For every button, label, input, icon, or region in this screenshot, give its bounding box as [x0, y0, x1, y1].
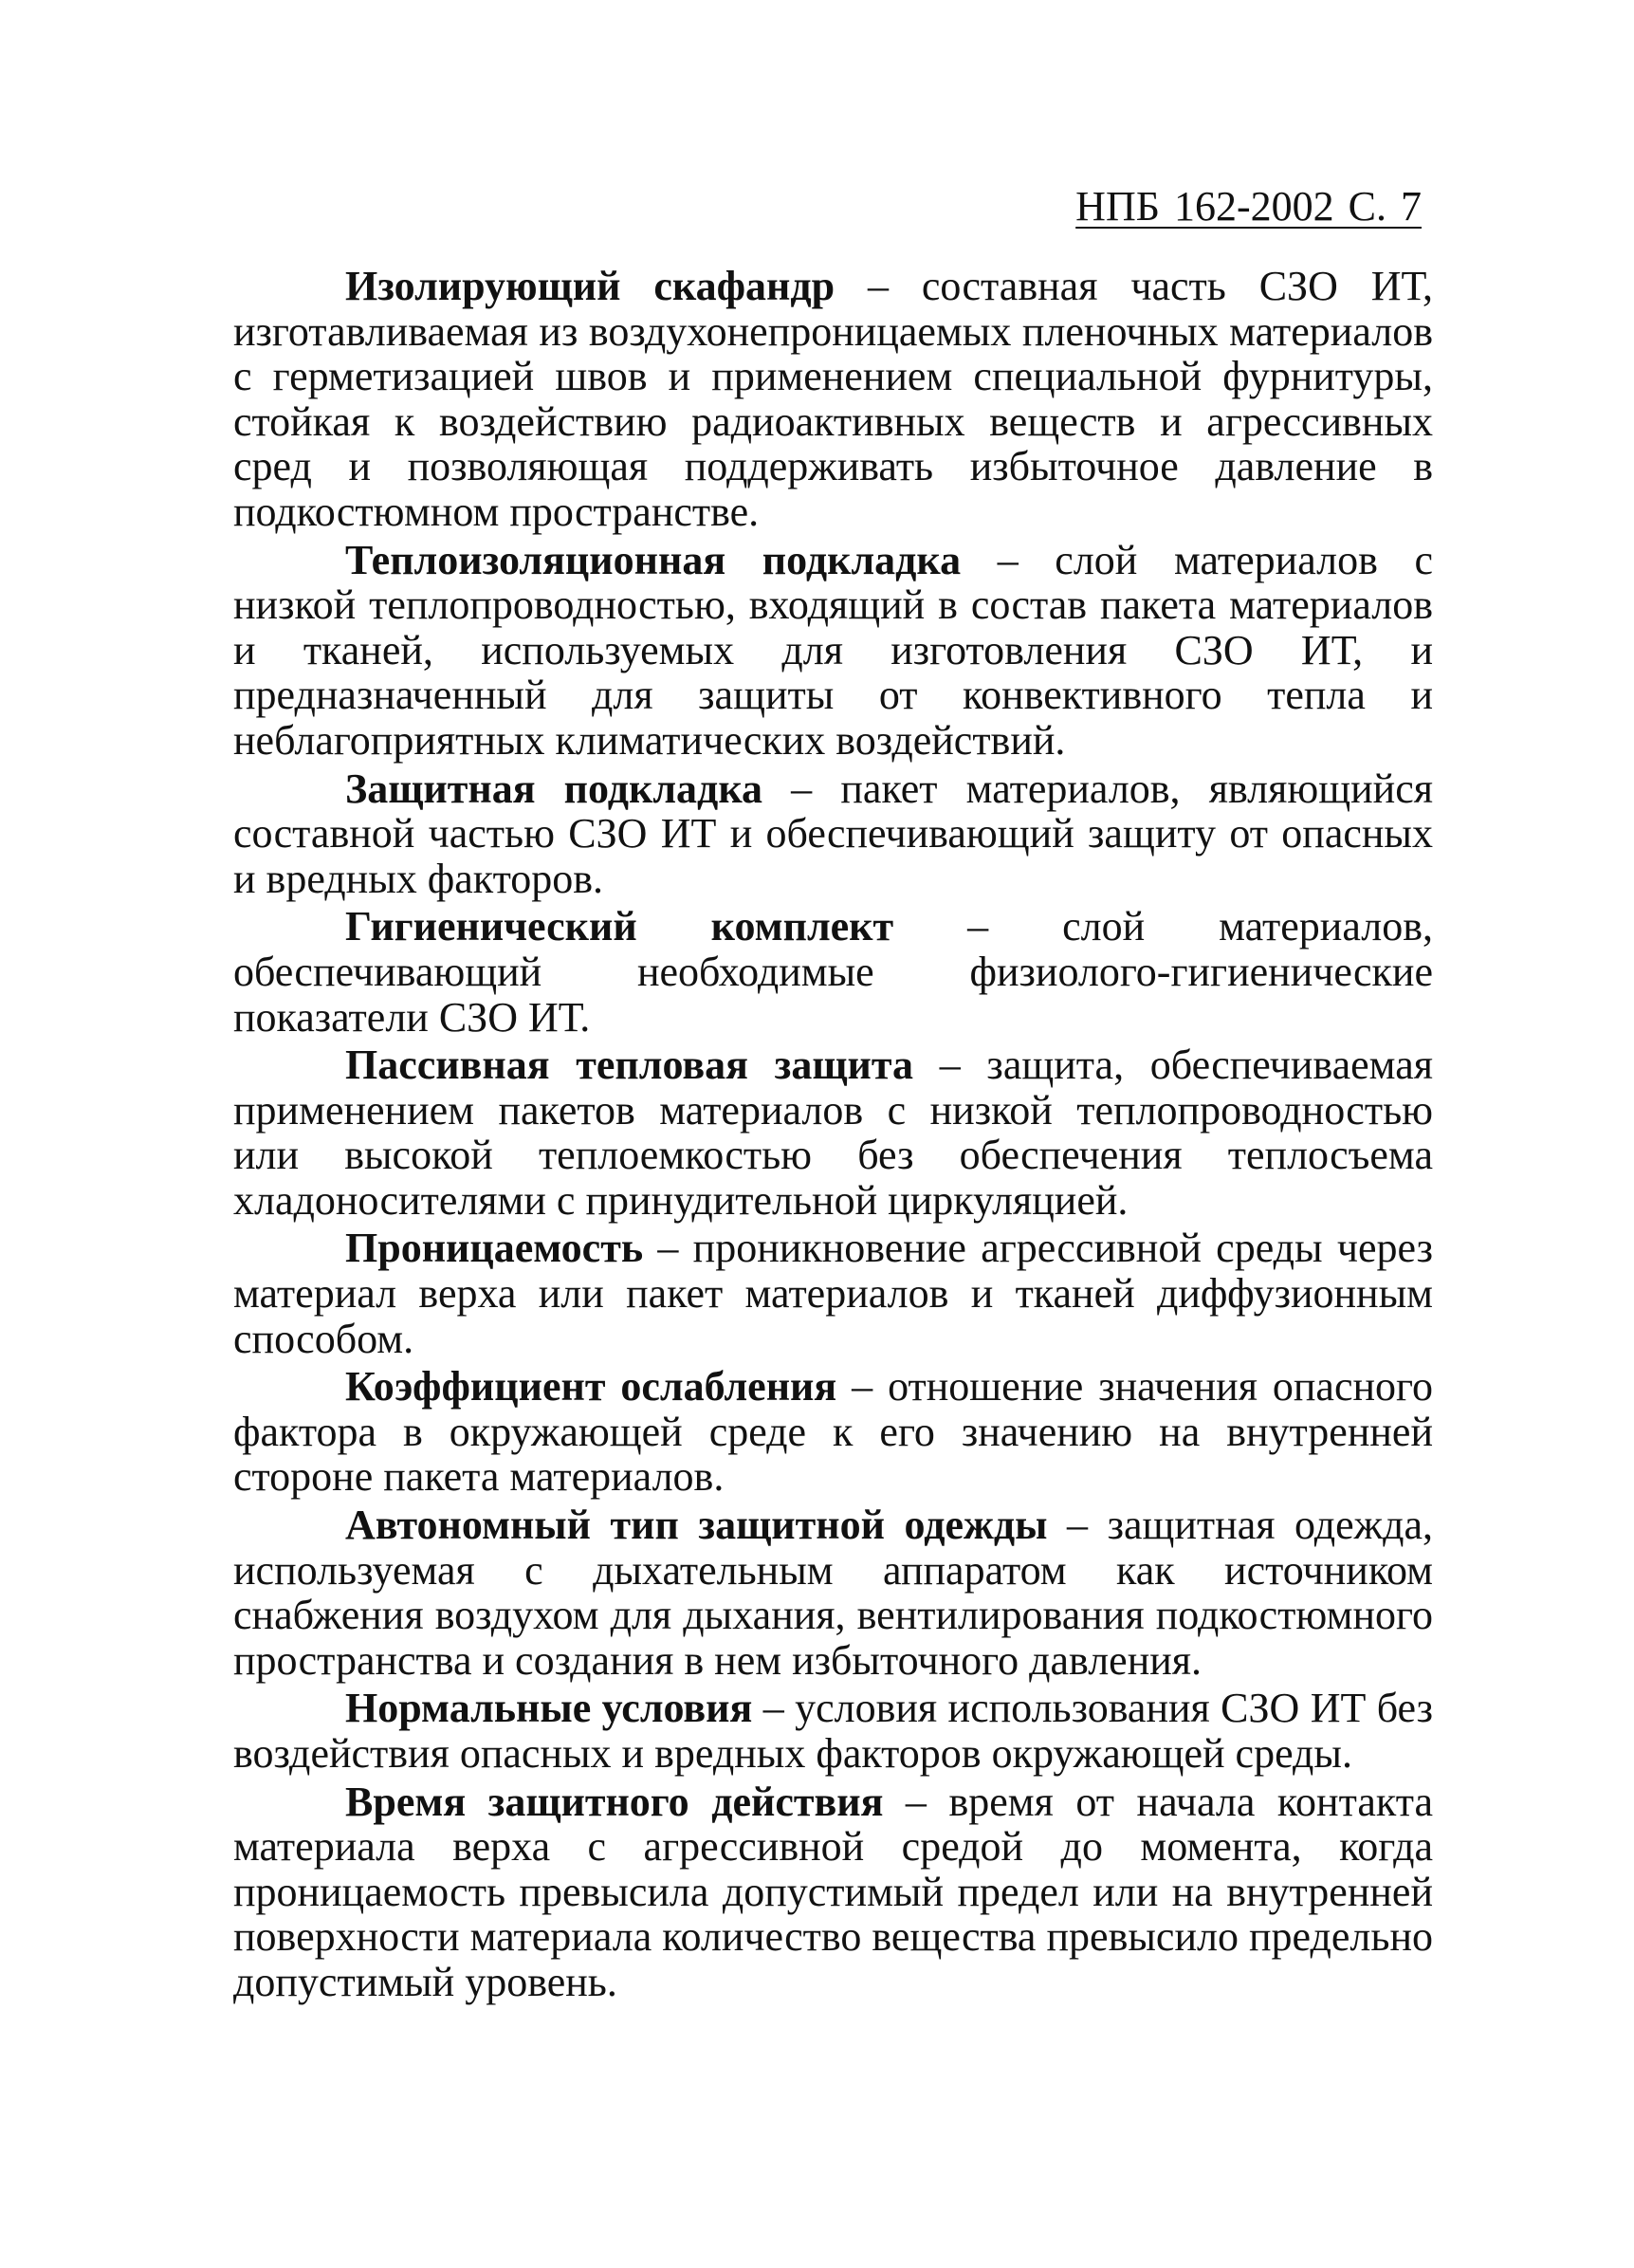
definition-term: Теплоизоляционная подкладка	[345, 536, 962, 583]
definition-term: Защитная подкладка	[345, 765, 762, 812]
definition-text: – проникновение агрессивной среды через материал верха или пакет материалов и тканей диффузионным способом.	[233, 1225, 1433, 1362]
definition-text: – слой материалов с низкой теплопроводностью, входящий в состав пакета материалов и тканей, используемых для изготовления СЗО ИТ, и предназначенный для защиты от конвективного тепла и неблагоприятных климатических воздействий.	[233, 536, 1433, 764]
definition-term: Изолирующий скафандр	[345, 263, 835, 309]
definition-text: – защитная одежда, используемая с дыхательным аппаратом как источником снабжения воздухом для дыхания, вентилирования подкостюмного пространства и создания в нем избыточного давления.	[233, 1502, 1433, 1684]
definition-term: Автономный тип защитной одежды	[345, 1502, 1048, 1549]
definition-paragraph	[233, 1042, 1433, 1223]
definitions-list	[233, 264, 1433, 2008]
definition-term: Гигиенический комплект	[345, 903, 894, 950]
definition-text: – отношение значения опасного фактора в окружающей среде к его значению на внутренней стороне пакета материалов.	[233, 1363, 1433, 1501]
definition-term: Коэффициент ослабления	[345, 1363, 837, 1411]
definition-paragraph	[233, 1779, 1433, 2005]
definition-paragraph	[233, 1226, 1433, 1361]
definition-term: Пассивная тепловая защита	[345, 1042, 913, 1089]
definition-text: – пакет материалов, являющийся составной частью СЗО ИТ и обеспечивающий защиту от опасных и вредных факторов.	[233, 765, 1433, 902]
definition-term: Нормальные условия	[345, 1685, 753, 1732]
definition-paragraph	[233, 766, 1433, 902]
definition-paragraph	[233, 538, 1433, 764]
definition-text: – время от начала контакта материала верха с агрессивной средой до момента, когда проницаемость превысила допустимый предел или на внутренней поверхности материала количество вещества превысило предельно допустимый уровень.	[233, 1778, 1433, 2005]
definition-text: – составная часть СЗО ИТ, изготавливаемая из воздухонепроницаемых пленочных материалов с герметизацией швов и применением специальной фурнитуры, стойкая к воздействию радиоактивных веществ и агрессивных сред и позволяющая поддерживать избыточное давление в подкостюмном пространстве.	[233, 263, 1433, 535]
definition-text: – условия использования СЗО ИТ без воздействия опасных и вредных факторов окружающей среды.	[233, 1685, 1433, 1777]
definition-text: – защита, обеспечиваемая применением пакетов материалов с низкой теплопроводностью или высокой теплоемкостью без обеспечения теплосъема хладоносителями с принудительной циркуляцией.	[233, 1042, 1433, 1224]
definition-paragraph	[233, 1364, 1433, 1500]
definition-paragraph	[233, 1686, 1433, 1776]
definition-text: – слой материалов, обеспечивающий необходимые физиолого-гигиенические показатели СЗО ИТ.	[233, 903, 1433, 1041]
page-header: НПБ 162-2002 С. 7	[1075, 183, 1422, 230]
definition-paragraph	[233, 904, 1433, 1040]
definition-term: Проницаемость	[345, 1225, 644, 1272]
definition-paragraph	[233, 264, 1433, 535]
definition-paragraph	[233, 1503, 1433, 1683]
definition-term: Время защитного действия	[345, 1778, 884, 1825]
